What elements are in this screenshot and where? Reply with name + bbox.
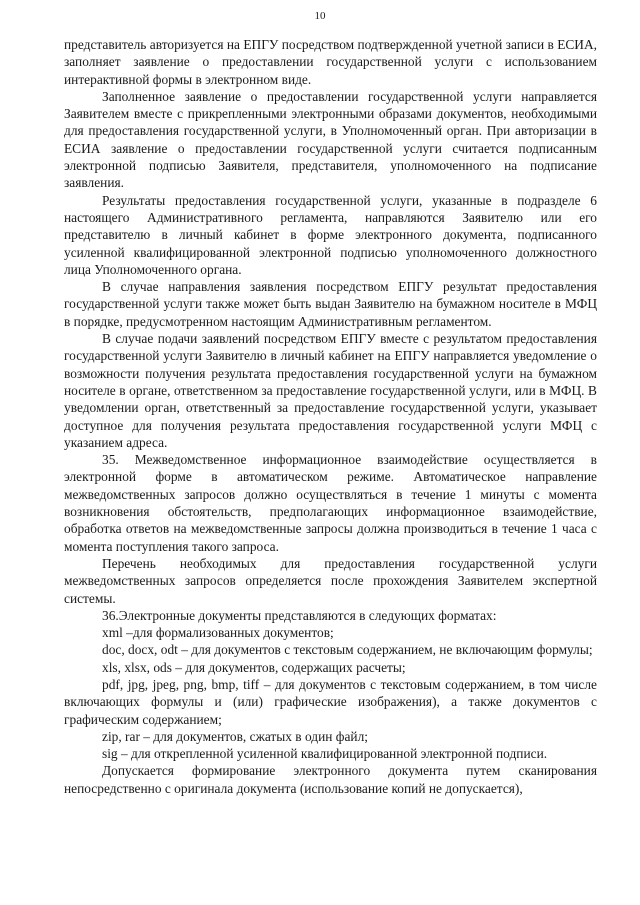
paragraph-paper-result-mfc: В случае направления заявления посредством ЕПГУ результат предоставления государственной услуги также может быть выдан Заявителю на бумажном носителе в МФЦ в порядке, предусмотренном настоящим Административным регламентом. [64, 279, 597, 329]
format-item-zip: zip, rar – для документов, сжатых в один файл; [102, 728, 368, 744]
paragraph-scanning: Допускается формирование электронного документа путем сканирования непосредственно с оригинала документа (использование копий не допускается), [64, 763, 597, 796]
format-item-doc: doc, docx, odt – для документов с текстовым содержанием, не включающим формулы; [102, 642, 593, 658]
page-number: 10 [314, 10, 326, 22]
paragraph-service-results: Результаты предоставления государственной услуги, указанные в подразделе 6 настоящего Административного регламента, направляются Заявителю или его представителю в личный кабинет в форме электронного документа, подписанного усиленной квалифицированной электронной подписью уполномоченного должностного лица Уполномоченного органа. [64, 192, 597, 277]
format-item-xml: xml –для формализованных документов; [102, 625, 334, 641]
format-item-xls: xls, xlsx, ods – для документов, содержащих расчеты; [102, 659, 406, 675]
paragraph-epgu-authorization: представитель авторизуется на ЕПГУ посредством подтвержденной учетной записи в ЕСИА, заполняет заявление о предоставлении государственной услуги с использованием интерактивной формы в электронном виде. [64, 37, 597, 87]
paragraph-item-35: 35. Межведомственное информационное взаимодействие осуществляется в электронной форме в автоматическом режиме. Автоматическое направление межведомственных запросов должно осуществляться в течение 1 минуты с момента возникновения обстоятельств, предполагающих информационное взаимодействие, обработка ответов на межведомственные запросы должна производиться в течение 1 часа с момента поступления такого запроса. [64, 452, 597, 554]
format-item-pdf: pdf, jpg, jpeg, png, bmp, tiff – для документов с текстовым содержанием, в том числе включающих формулы и (или) графические изображения), а также документов с графическим содержанием; [64, 676, 597, 727]
format-item-sig: sig – для открепленной усиленной квалифицированной электронной подписи. [102, 746, 548, 762]
paragraph-notification: В случае подачи заявлений посредством ЕПГУ вместе с результатом предоставления государственной услуги Заявителю в личный кабинет на ЕПГУ направляется уведомление о возможности получения результата предоставления государственной услуги на бумажном носителе в органе, ответственном за предоставление государственной услуги, или в МФЦ. В уведомлении орган, ответственный за предоставление государственной услуги, указывает доступное для получения результата предоставления государственной услуги МФЦ с указанием адреса. [64, 331, 597, 450]
paragraph-filled-application: Заполненное заявление о предоставлении государственной услуги направляется Заявителем вместе с прикрепленными электронными образами документов, необходимыми для предоставления государственной услуги, в Уполномоченный орган. При авторизации в ЕСИА заявление о предоставлении государственной услуги считается подписанным электронной подписью Заявителя, представителя, уполномоченного на подписание заявления. [64, 88, 597, 191]
paragraph-interagency-requests: Перечень необходимых для предоставления государственной услуги межведомственных запросов определяется после прохождения Заявителем экспертной системы. [64, 555, 597, 606]
paragraph-item-36: 36.Электронные документы представляются в следующих форматах: [102, 607, 497, 623]
document-body [64, 36, 597, 797]
